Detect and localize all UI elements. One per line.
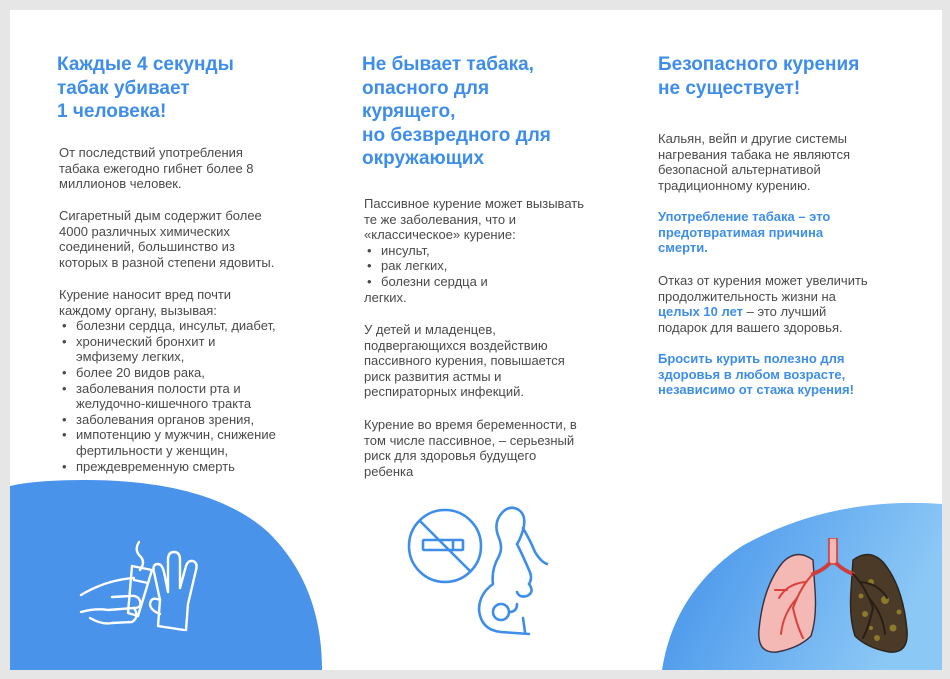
list-item: • заболевания полости рта и желудочно-кишечного тракта (76, 381, 276, 412)
col3-paragraph-1: Кальян, вейп и другие системы нагревания табака не являются безопасной альтернативой традиционному курению. (658, 131, 851, 193)
col1-title: Каждые 4 секунды табак убивает 1 человека! (57, 54, 234, 122)
col1-bullet-list (59, 318, 276, 474)
no-smoking-pregnancy-icon (405, 500, 555, 636)
list-item: • импотенцию у мужчин, снижение фертильности у женщин, (76, 427, 276, 458)
col2-title: Не бывает табака, опасного для курящего, но безвредного для окружающих (362, 54, 551, 169)
list-item: • заболевания органов зрения, (76, 412, 276, 428)
col1-paragraph-2: Сигаретный дым содержит более 4000 различных химических соединений, большинство из которых в разной степени ядовиты. (59, 208, 275, 270)
list-item: • преждевременную смерть (76, 459, 276, 475)
col2-bullet-list (364, 243, 584, 290)
list-item: • инсульт, (381, 243, 584, 259)
col3-paragraph-2: Отказ от курения может увеличить продолжительность жизни на целых 10 лет – это лучший подарок для вашего здоровья. (658, 273, 868, 335)
col2-paragraph-3: Курение во время беременности, в том числе пассивное, – серьезный риск для здоровья будущего ребенка (364, 417, 577, 479)
ten-years-highlight: целых 10 лет (658, 304, 744, 320)
col2-paragraph-1: Пассивное курение может вызывать те же заболевания, что и «классическое» курение: • инсульт, • рак легких, • болезни сердца и легких. (364, 196, 584, 305)
col2-paragraph-2: У детей и младенцев, подвергающихся воздействию пассивного курения, повышается риск развития астмы и респираторных инфекций. (364, 322, 565, 400)
col1-paragraph-1: От последствий употребления табака ежегодно гибнет более 8 миллионов человек. (59, 145, 254, 192)
col3-title: Безопасного курения не существует! (658, 54, 860, 99)
leaflet-sheet (10, 10, 942, 670)
list-item: • рак легких, (381, 258, 584, 274)
list-item: • более 20 видов рака, (76, 365, 276, 381)
no-smoking-hand-icon (76, 530, 206, 635)
col3-emphasis-1: Употребление табака – это предотвратимая причина смерти. (658, 209, 831, 256)
list-item: • болезни сердца и (381, 274, 584, 290)
list-item: • хронический бронхит и эмфизему легких, (76, 334, 276, 365)
col1-paragraph-3: Курение наносит вред почти каждому органу, вызывая: • болезни сердца, инсульт, диабет, • хронический бронхит и эмфизему легких, • более 20 видов рака, • заболевания полости рта и желудочно-кишечного тракта • заболевания органов зрения, • импотенцию у мужчин, снижение фертильности у женщин, • преждевременную смерть (59, 287, 276, 474)
lungs-icon (753, 538, 913, 662)
col3-emphasis-2: Бросить курить полезно для здоровья в любом возрасте, независимо от стажа курения! (658, 351, 854, 398)
list-item: • болезни сердца, инсульт, диабет, (76, 318, 276, 334)
